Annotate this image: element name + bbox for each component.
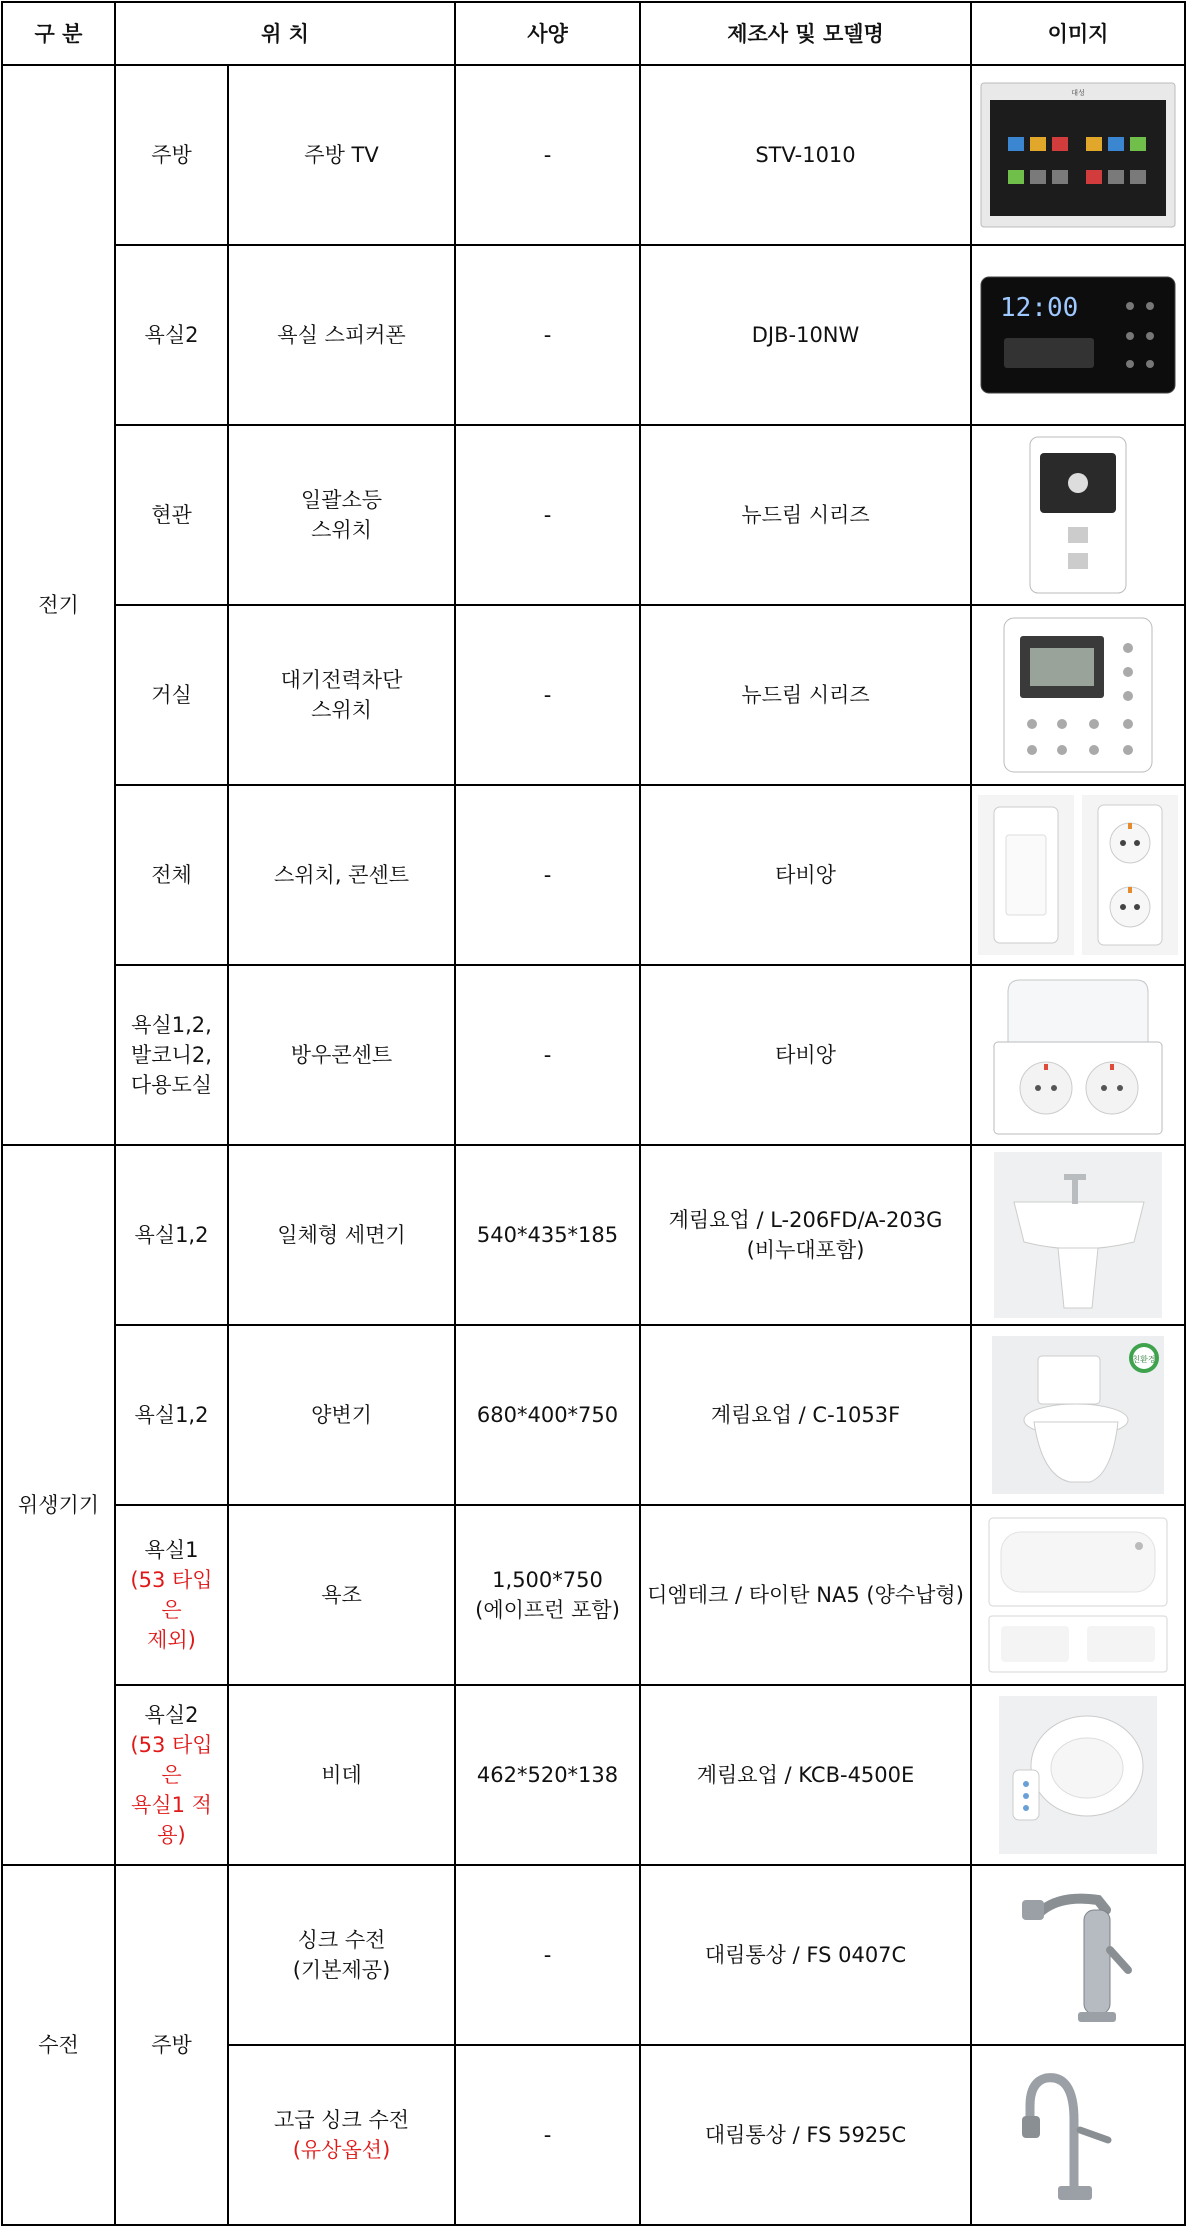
image-cell [971, 1505, 1185, 1685]
item-text: 고급 싱크 수전 [273, 2108, 410, 2132]
room-cell: 주방 [115, 65, 228, 245]
table-row [2, 1325, 1185, 1505]
model-cell: 대림통상 / FS 5925C [640, 2045, 971, 2225]
item-cell [228, 2045, 455, 2225]
model-cell: 타비앙 [640, 965, 971, 1145]
room-cell: 전체 [115, 785, 228, 965]
room-cell: 주방 [115, 1865, 228, 2225]
spec-cell: - [455, 605, 640, 785]
premium-faucet-image [1018, 2060, 1138, 2210]
spec-table [1, 1, 1186, 2226]
spec-cell: 680*400*750 [455, 1325, 640, 1505]
table-row [2, 785, 1185, 965]
standby-switch-image [1002, 616, 1154, 774]
image-cell [971, 425, 1185, 605]
room-cell: 거실 [115, 605, 228, 785]
model-cell: 뉴드림 시리즈 [640, 605, 971, 785]
header-category: 구 분 [2, 2, 115, 65]
master-switch-image [1028, 435, 1128, 595]
model-cell: 타비앙 [640, 785, 971, 965]
waterproof-outlet-image [990, 972, 1166, 1138]
spec-cell: - [455, 245, 640, 425]
table-row [2, 605, 1185, 785]
table-row [2, 1865, 1185, 2045]
model-cell: 디엠테크 / 타이탄 NA5 (양수납형) [640, 1505, 971, 1685]
table-row [2, 1685, 1185, 1865]
image-cell [971, 605, 1185, 785]
spec-cell: 462*520*138 [455, 1685, 640, 1865]
item-cell: 주방 TV [228, 65, 455, 245]
model-cell: 뉴드림 시리즈 [640, 425, 971, 605]
image-cell [971, 965, 1185, 1145]
table-row [2, 425, 1185, 605]
model-cell: 대림통상 / FS 0407C [640, 1865, 971, 2045]
model-note: (비누대포함) [746, 1238, 865, 1262]
item-cell: 일괄소등 스위치 [228, 425, 455, 605]
room-cell: 욕실2 [115, 245, 228, 425]
room-note: (53 타입은 제외) [130, 1568, 213, 1652]
room-cell: 욕실1,2, 발코니2, 다용도실 [115, 965, 228, 1145]
table-row [2, 245, 1185, 425]
speakerphone-image [980, 276, 1176, 394]
item-cell: 싱크 수전 (기본제공) [228, 1865, 455, 2045]
item-cell: 대기전력차단 스위치 [228, 605, 455, 785]
item-cell: 욕실 스피커폰 [228, 245, 455, 425]
model-cell: DJB-10NW [640, 245, 971, 425]
spec-cell: - [455, 2045, 640, 2225]
sink-faucet-image [1018, 1880, 1138, 2030]
toilet-image [992, 1336, 1164, 1494]
item-cell: 비데 [228, 1685, 455, 1865]
kitchen-tv-image [980, 82, 1176, 228]
room-text: 욕실1 [144, 1538, 199, 1562]
image-cell [971, 1865, 1185, 2045]
room-text: 욕실2 [144, 1703, 199, 1727]
room-cell [115, 1505, 228, 1685]
spec-cell: - [455, 965, 640, 1145]
image-cell [971, 785, 1185, 965]
image-cell [971, 1145, 1185, 1325]
table-row [2, 1505, 1185, 1685]
item-note: (유상옵션) [292, 2138, 391, 2162]
room-cell [115, 1685, 228, 1865]
header-image: 이미지 [971, 2, 1185, 65]
washbasin-image [994, 1152, 1162, 1318]
image-cell [971, 1685, 1185, 1865]
room-cell: 욕실1,2 [115, 1145, 228, 1325]
group-sanitary: 위생기기 [2, 1145, 115, 1865]
header-location: 위 치 [115, 2, 455, 65]
spec-cell: - [455, 425, 640, 605]
image-cell [971, 245, 1185, 425]
spec-cell: 540*435*185 [455, 1145, 640, 1325]
item-cell: 스위치, 콘센트 [228, 785, 455, 965]
image-cell [971, 2045, 1185, 2225]
spec-cell: - [455, 785, 640, 965]
room-cell: 현관 [115, 425, 228, 605]
item-cell: 욕조 [228, 1505, 455, 1685]
tv-brand: 대성 [1071, 89, 1085, 97]
eco-badge: 친환경 [1132, 1355, 1156, 1364]
header-spec: 사양 [455, 2, 640, 65]
bidet-image [999, 1696, 1157, 1854]
bathtub-image [987, 1514, 1169, 1676]
spec-cell: - [455, 1865, 640, 2045]
group-faucet: 수전 [2, 1865, 115, 2225]
room-cell: 욕실1,2 [115, 1325, 228, 1505]
spec-cell: 1,500*750 (에이프런 포함) [455, 1505, 640, 1685]
header-row [2, 2, 1185, 65]
switch-outlet-image [978, 795, 1178, 955]
item-cell: 방우콘센트 [228, 965, 455, 1145]
model-cell: 계림요업 / KCB-4500E [640, 1685, 971, 1865]
speakerphone-clock: 12:00 [1000, 293, 1079, 323]
table-row [2, 965, 1185, 1145]
table-row [2, 1145, 1185, 1325]
image-cell [971, 65, 1185, 245]
item-cell: 양변기 [228, 1325, 455, 1505]
model-text: 계림요업 / L-206FD/A-203G [668, 1208, 943, 1232]
table-row [2, 65, 1185, 245]
image-cell [971, 1325, 1185, 1505]
model-cell: STV-1010 [640, 65, 971, 245]
group-electric: 전기 [2, 65, 115, 1145]
room-note: (53 타입은 욕실1 적 용) [130, 1733, 213, 1847]
header-maker-model: 제조사 및 모델명 [640, 2, 971, 65]
spec-cell: - [455, 65, 640, 245]
model-cell: 계림요업 / C-1053F [640, 1325, 971, 1505]
model-cell [640, 1145, 971, 1325]
item-cell: 일체형 세면기 [228, 1145, 455, 1325]
